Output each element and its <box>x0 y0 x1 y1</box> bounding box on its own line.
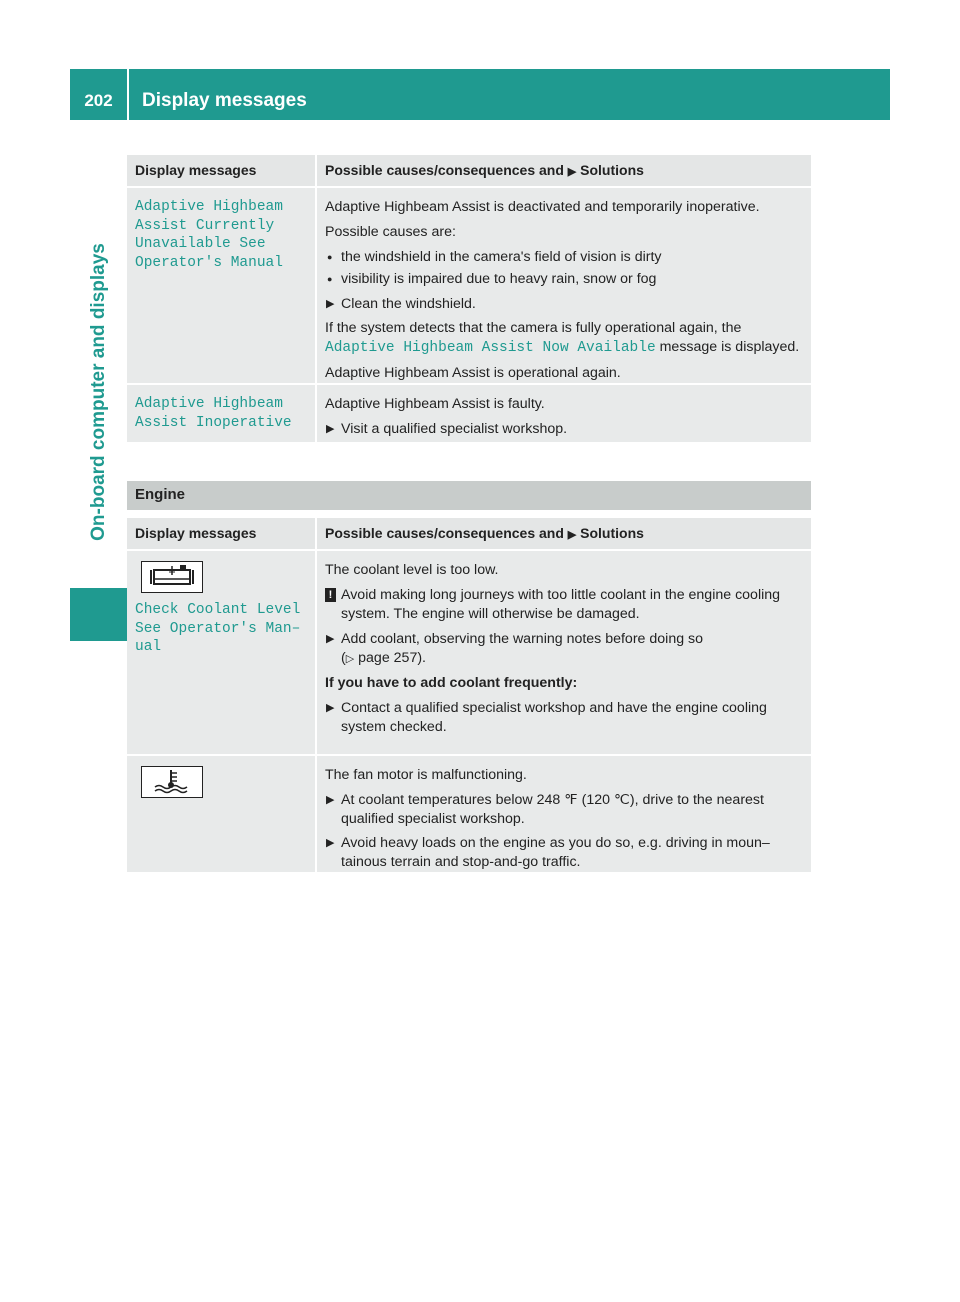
page-number: 202 <box>84 90 113 110</box>
header-divider <box>127 69 129 120</box>
warning-icon: ! <box>325 588 336 602</box>
message-line: ual <box>135 639 162 655</box>
message-line: Adaptive Highbeam <box>135 396 283 412</box>
inline-message: Adaptive Highbeam Assist Now Available <box>325 340 656 356</box>
table-header-row <box>127 518 811 551</box>
cause-bullet: ● visibility is impaired due to heavy rain, snow or fog <box>325 270 803 289</box>
table-header-row <box>127 155 811 188</box>
message-line: Adaptive Highbeam <box>135 199 283 215</box>
solution-step: ▶ Contact a qualified specialist workshop and have the engine cooling system checked. <box>325 699 803 737</box>
coolant-temperature-icon <box>141 766 203 798</box>
solution-step: ▶ Avoid heavy loads on the engine as you do so, e.g. driving in moun– tainous terrain and stop-and-go traffic. <box>325 834 803 872</box>
row-intro: The fan motor is malfunctioning. <box>325 767 527 783</box>
table-row <box>127 188 811 385</box>
message-line: Assist Currently <box>135 217 275 234</box>
table-display-messages-2 <box>127 518 811 874</box>
side-tab <box>70 200 127 583</box>
solution-arrow-icon: ▶ <box>567 529 577 541</box>
row-intro: The coolant level is too low. <box>325 562 499 578</box>
col-header-messages: Display messages <box>127 155 315 186</box>
message-line: Check Coolant Level <box>135 602 301 618</box>
table-display-messages-1 <box>127 155 811 444</box>
message-line: See Operator's Man– <box>135 620 301 637</box>
side-tab-label: On-board computer and displays <box>87 242 109 541</box>
message-line: Unavailable See <box>135 236 266 252</box>
col-header-causes: Possible causes/consequences and ▶ Solutions <box>315 155 811 186</box>
row-outro: Adaptive Highbeam Assist is operational again. <box>325 365 621 381</box>
page-ref-arrow-icon: ▷ <box>345 653 355 665</box>
message-line: Operator's Manual <box>135 254 283 271</box>
detect-text: If the system detects that the camera is fully operational again, the <box>325 320 742 336</box>
page-title: Display messages <box>142 89 307 111</box>
section-heading: Engine <box>127 481 811 510</box>
table-row <box>127 551 811 756</box>
solution-arrow-icon: ▶ <box>567 166 577 178</box>
coolant-level-icon <box>141 561 203 593</box>
side-tab-block <box>70 588 127 641</box>
solution-step: ▶ Add coolant, observing the warning notes before doing so (▷ page 257). <box>325 630 803 669</box>
causes-label: Possible causes are: <box>325 224 456 240</box>
solution-step: ▶ Clean the windshield. <box>325 295 803 314</box>
bold-heading: If you have to add coolant frequently: <box>325 675 578 691</box>
solution-step: ▶ At coolant temperatures below 248 ℉ (120 ℃), drive to the nearest qualified specialist workshop. <box>325 791 803 829</box>
cause-bullet: ● the windshield in the camera's field of vision is dirty <box>325 248 803 267</box>
row-intro: Adaptive Highbeam Assist is deactivated and temporarily inoperative. <box>325 199 760 215</box>
warning-note: ! Avoid making long journeys with too little coolant in the engine cooling system. The engine will otherwise be damaged. <box>325 586 803 624</box>
page-reference: page 257). <box>358 650 426 666</box>
col-header-causes: Possible causes/consequences and ▶ Solutions <box>315 518 811 549</box>
detect-suffix: message is displayed. <box>659 339 800 355</box>
row-intro: Adaptive Highbeam Assist is faulty. <box>325 396 545 412</box>
col-header-messages: Display messages <box>127 518 315 549</box>
table-row <box>127 385 811 444</box>
table-row <box>127 756 811 874</box>
message-line: Assist Inoperative <box>135 414 292 431</box>
solution-step: ▶ Visit a qualified specialist workshop. <box>325 420 803 439</box>
